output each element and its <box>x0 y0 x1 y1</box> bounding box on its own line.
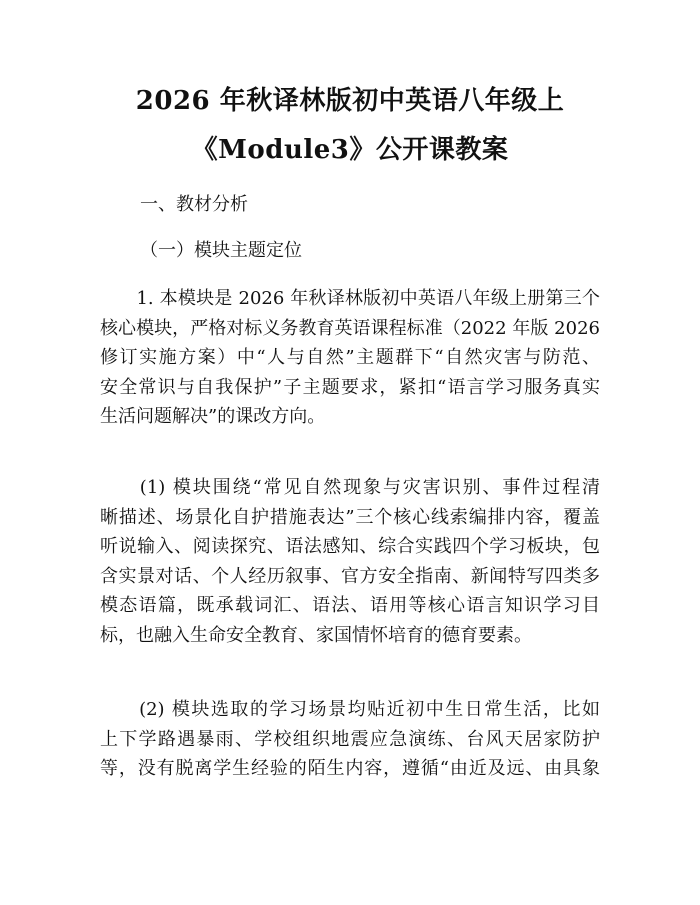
paragraph-3 <box>100 695 600 784</box>
paragraph-line: 模态语篇，既承载词汇、语法、语用等核心语言知识学习目 <box>100 595 600 616</box>
paragraph-line: 核心模块，严格对标义务教育英语课程标准（2022 年版 2026 <box>100 317 600 339</box>
paragraph-line: 1. 本模块是 2026 年秋译林版初中英语八年级上册第三个 <box>100 288 600 309</box>
paragraph-line: 生活问题解决”的课改方向。 <box>100 406 326 427</box>
paragraph-line: (1) 模块围绕“常见自然现象与灾害识别、事件过程清 <box>100 477 600 498</box>
document-title-line-2: 《Module3》公开课教案 <box>191 135 509 165</box>
paragraph-1 <box>100 284 600 432</box>
paragraph-2 <box>100 473 600 650</box>
document-title-line-1: 2026 年秋译林版初中英语八年级上 <box>135 86 565 116</box>
paragraph-line: (2) 模块选取的学习场景均贴近初中生日常生活，比如 <box>100 699 600 720</box>
section-heading: 一、教材分析 <box>140 194 248 215</box>
paragraph-line: 上下学路遇暴雨、学校组织地震应急演练、台风天居家防护 <box>100 728 600 750</box>
paragraph-line: 修订实施方案）中“人与自然”主题群下“自然灾害与防范、 <box>100 347 600 368</box>
subsection-heading: （一）模块主题定位 <box>140 240 302 261</box>
paragraph-line: 安全常识与自我保护”子主题要求，紧扣“语言学习服务真实 <box>100 376 600 398</box>
paragraph-line: 晰描述、场景化自护措施表达”三个核心线索编排内容，覆盖 <box>100 506 600 528</box>
paragraph-line: 标，也融入生命安全教育、家国情怀培育的德育要素。 <box>100 624 532 646</box>
paragraph-line: 听说输入、阅读探究、语法感知、综合实践四个学习板块，包 <box>100 536 600 557</box>
paragraph-line: 含实景对话、个人经历叙事、官方安全指南、新闻特写四类多 <box>100 565 600 587</box>
paragraph-line: 等，没有脱离学生经验的陌生内容，遵循“由近及远、由具象 <box>100 758 600 779</box>
